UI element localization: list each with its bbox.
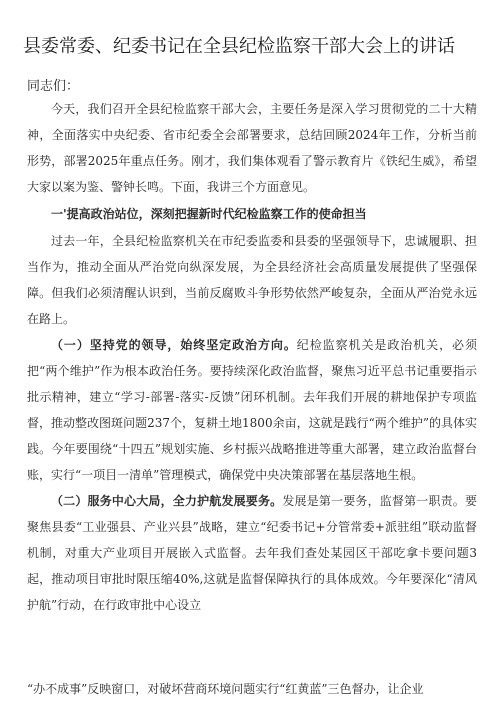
subsection-1-body: 纪检监察机关是政治机关，必须把“两个维护”作为根本政治任务。要持续深化政治监督，聚焦习近平总书记重要指示批示精神，建立“学习-部署-落实-反馈”闭环机制。去年我们开展的耕地保护专项监督，推动整改图斑问题237个，复耕土地1800余亩，这就是践行“两个维护”的具体实践。今年要围绕“十四五”规划实施、乡村振兴战略推进等重大部署，建立政治监督台账，实行“一项目一清单”管理模式，确保党中央决策部署在基层落地生根。 — [27, 338, 477, 482]
document-body — [27, 96, 477, 618]
continuation-line: “办不成事”反映窗口，对破坏营商环境问题实行“红黄蓝”三色督办，让企业 — [27, 682, 424, 696]
subsection-1-heading: （一）坚持党的领导，始终坚定政治方向。 — [51, 338, 297, 352]
intro-paragraph: 今天，我们召开全县纪检监察干部大会，主要任务是深入学习贯彻党的二十大精神，全面落实中央纪委、省市纪委全会部署要求，总结回顾2024年工作，分析当前形势，部署2025年重点任务。刚才，我们集体观看了警示教育片《铁纪生威》，希望大家以案为鉴、警钟长鸣。下面，我讲三个方面意见。 — [27, 102, 477, 194]
subsection-2-paragraph — [27, 488, 477, 618]
subsection-1-paragraph — [27, 332, 477, 488]
subsection-2-heading: （二）服务中心大局，全力护航发展要务。 — [51, 494, 283, 508]
document-title: 县委常委、纪委书记在全县纪检监察干部大会上的讲话 — [23, 36, 455, 57]
salutation: 同志们： — [27, 79, 80, 94]
subsection-2-body: 发展是第一要务，监督第一职责。要聚焦县委“工业强县、产业兴县”战略，建立“纪委书记+分管常委+派驻组”联动监督机制，对重大产业项目开展嵌入式监督。去年我们查处某园区干部吃拿卡要问题3起，推动项目审批时限压缩40%,这就是监督保障执行的具体成效。今年要深化“清风护航”行动，在行政审批中心设立 — [27, 494, 477, 612]
section-1-heading: 一'提高政治站位，深刻把握新时代纪检监察工作的使命担当 — [51, 207, 367, 221]
section-1-paragraph: 过去一年，全县纪检监察机关在市纪委监委和县委的坚强领导下，忠诚履职、担当作为，推动全面从严治党向纵深发展，为全县经济社会高质量发展提供了坚强保障。但我们必须清醒认识到，当前反腐败斗争形势依然严峻复杂，全面从严治党永远在路上。 — [27, 234, 477, 326]
